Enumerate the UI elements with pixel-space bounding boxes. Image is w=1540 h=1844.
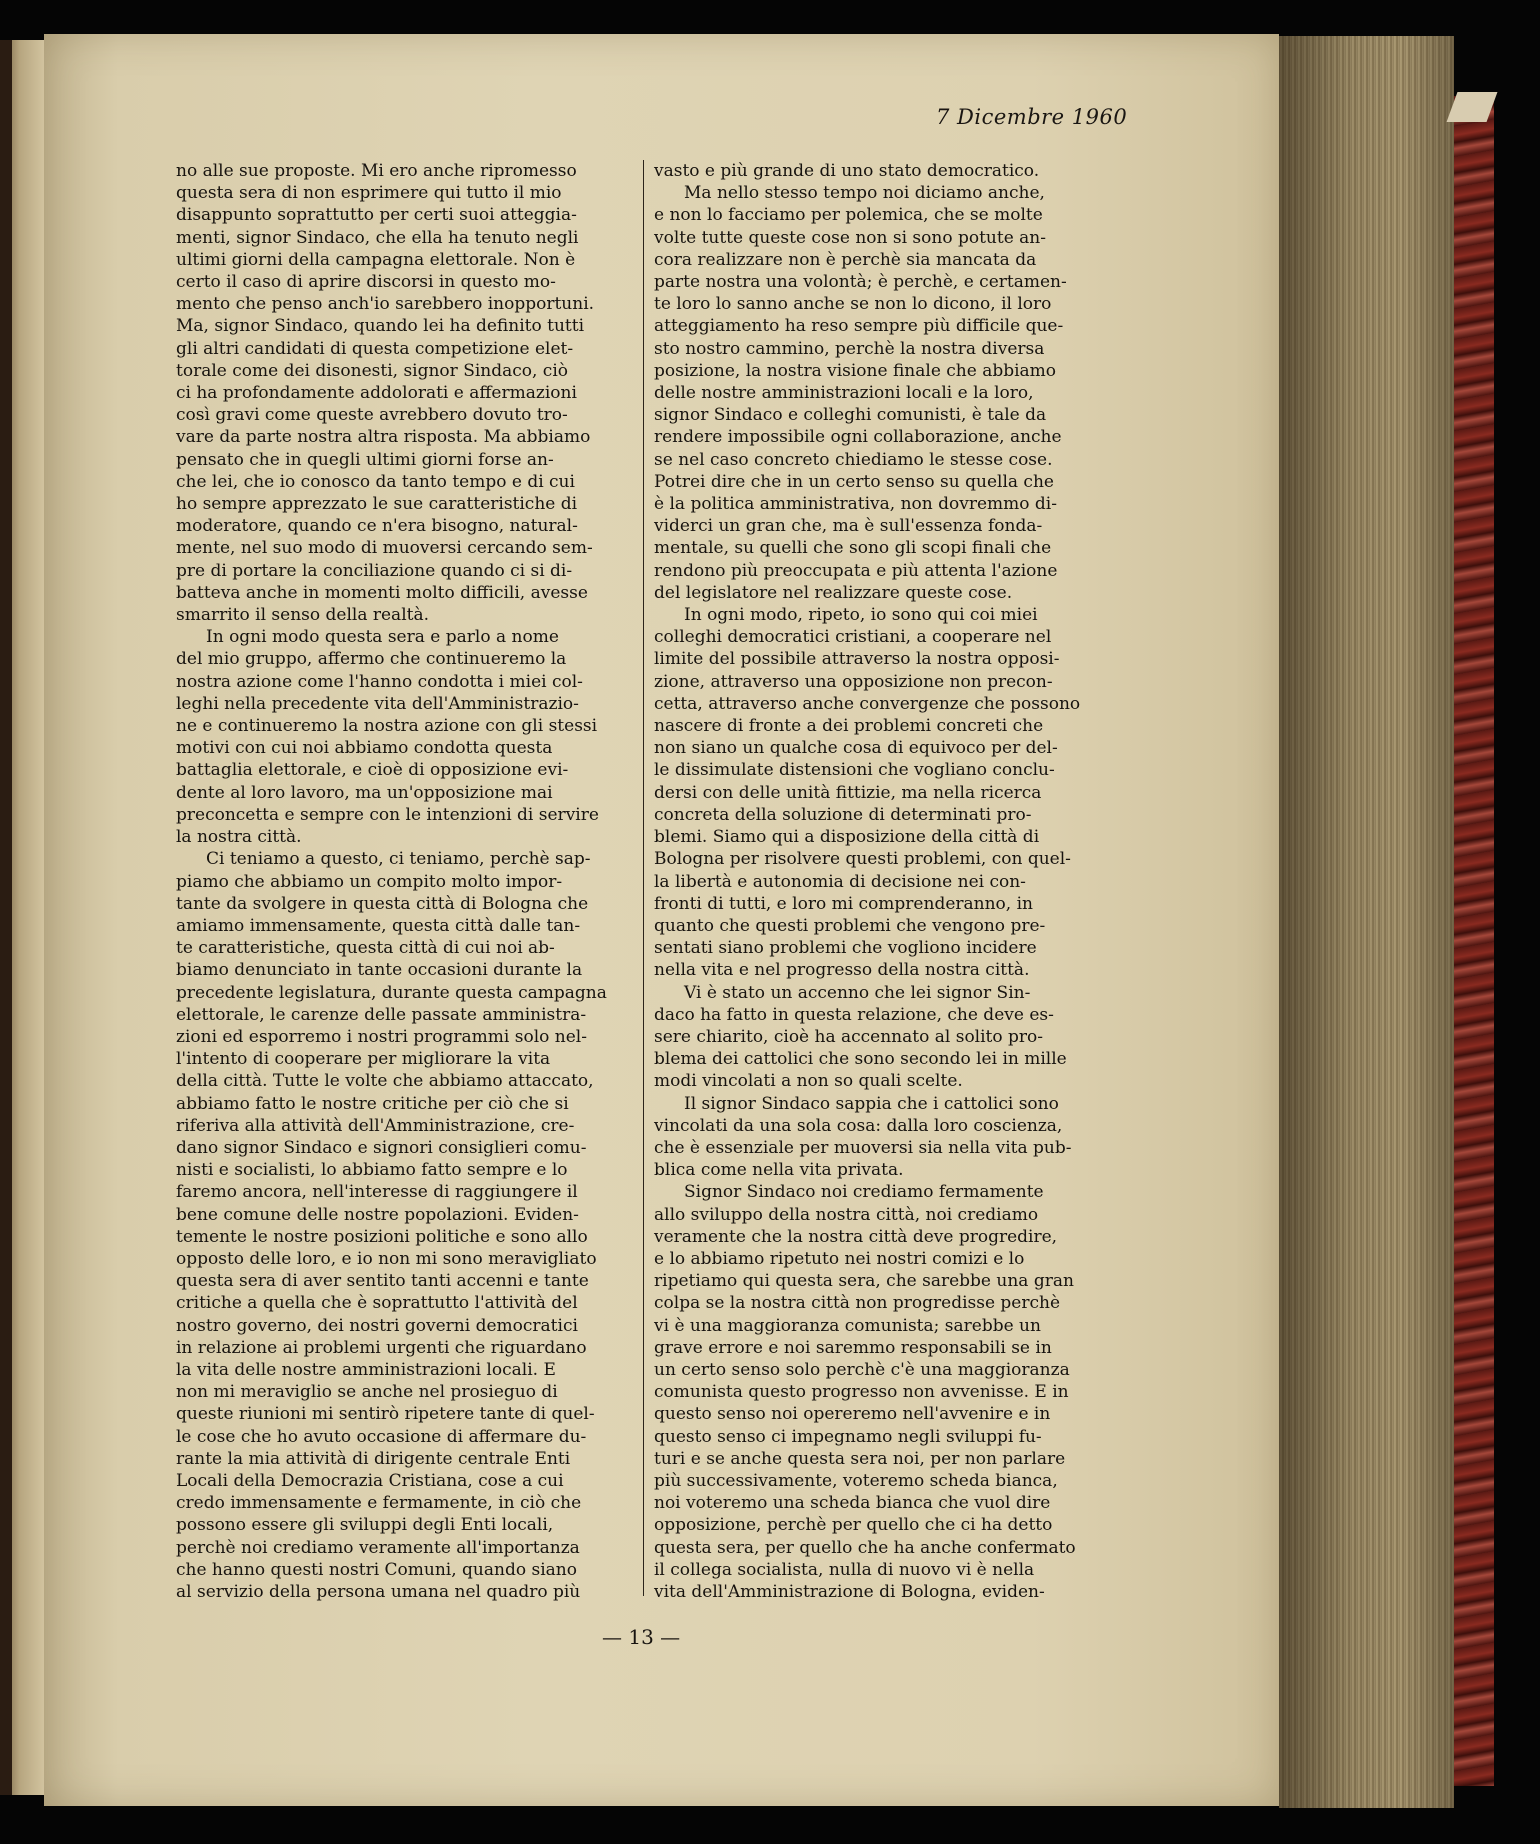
text-line: smarrito il senso della realtà.	[176, 605, 429, 626]
text-line: Ma, signor Sindaco, quando lei ha definito tutti	[176, 316, 584, 337]
text-line: la nostra città.	[176, 827, 302, 848]
text-line: parte nostra una volontà; è perchè, e certamen-	[654, 272, 1067, 293]
text-line: l'intento di cooperare per migliorare la vita	[176, 1049, 551, 1070]
text-line: mento che penso anch'io sarebbero inopportuni.	[176, 294, 595, 315]
text-line: faremo ancora, nell'interesse di raggiungere il	[176, 1182, 578, 1203]
text-line: abbiamo fatto le nostre critiche per ciò che si	[176, 1093, 569, 1114]
running-header-date: 7 Dicembre 1960	[936, 105, 1128, 129]
text-line: Bologna per risolvere questi problemi, con quel-	[654, 849, 1071, 870]
text-line: leghi nella precedente vita dell'Amministrazio-	[176, 693, 579, 714]
text-line: noi voteremo una scheda bianca che vuol dire	[654, 1493, 1051, 1514]
text-line: blica come nella vita privata.	[654, 1160, 904, 1181]
text-line: disappunto soprattutto per certi suoi atteggia-	[176, 205, 577, 226]
text-line: biamo denunciato in tante occasioni durante la	[176, 960, 583, 981]
text-line: non mi meraviglio se anche nel prosieguo di	[176, 1382, 558, 1403]
text-line: colleghi democratici cristiani, a cooperare nel	[654, 627, 1052, 648]
text-line: quanto che questi problemi che vengono pre-	[654, 915, 1046, 936]
text-line: un certo senso solo perchè c'è una maggioranza	[654, 1359, 1070, 1380]
page-number: — 13 —	[602, 1625, 681, 1649]
text-line: blema dei cattolici che sono secondo lei in mille	[654, 1049, 1067, 1070]
text-line: limite del possibile attraverso la nostra opposi-	[654, 649, 1060, 670]
text-line: blemi. Siamo qui a disposizione della città di	[654, 827, 1040, 848]
text-line: mentale, su quelli che sono gli scopi finali che	[654, 538, 1052, 559]
text-line: comunista questo progresso non avvenisse. E in	[654, 1382, 1069, 1403]
text-line: In ogni modo, ripeto, io sono qui coi miei	[684, 605, 1038, 626]
text-line: e non lo facciamo per polemica, che se molte	[654, 205, 1043, 226]
text-line: zione, attraverso una opposizione non precon-	[654, 671, 1053, 692]
text-line: zioni ed esporremo i nostri programmi solo nel-	[176, 1026, 587, 1047]
text-line: moderatore, quando ce n'era bisogno, natural-	[176, 516, 578, 537]
text-line: più successivamente, voteremo scheda bianca,	[654, 1470, 1058, 1491]
text-line: nostro governo, dei nostri governi democratici	[176, 1315, 578, 1336]
text-line: modi vincolati a non so quali scelte.	[654, 1071, 963, 1092]
text-line: rendono più preoccupata e più attenta l'azione	[654, 560, 1058, 581]
text-line: turi e se anche questa sera noi, per non parlare	[654, 1448, 1066, 1469]
text-line: sto nostro cammino, perchè la nostra diversa	[654, 338, 1045, 359]
text-line: signor Sindaco e colleghi comunisti, è tale da	[654, 405, 1047, 426]
text-line: battaglia elettorale, e cioè di opposizione evi-	[176, 760, 569, 781]
text-line: vi è una maggioranza comunista; sarebbe un	[654, 1315, 1041, 1336]
text-line: grave errore e noi saremmo responsabili se in	[654, 1337, 1052, 1358]
text-line: elettorale, le carenze delle passate amministra-	[176, 1004, 587, 1025]
text-line: volte tutte queste cose non si sono potute an-	[654, 227, 1047, 248]
text-line: questo senso noi opereremo nell'avvenire e in	[654, 1404, 1051, 1425]
text-line: ripetiamo qui questa sera, che sarebbe una gran	[654, 1271, 1074, 1292]
text-line: In ogni modo questa sera e parlo a nome	[206, 627, 559, 648]
text-line: mente, nel suo modo di muoversi cercando sem-	[176, 538, 593, 559]
text-line: e lo abbiamo ripetuto nei nostri comizi e lo	[654, 1248, 1025, 1269]
text-line: tante da svolgere in questa città di Bologna che	[176, 893, 589, 914]
text-line: bene comune delle nostre popolazioni. Eviden-	[176, 1204, 579, 1225]
text-line: pre di portare la conciliazione quando ci si di-	[176, 560, 573, 581]
text-line: certo il caso di aprire discorsi in questo mo-	[176, 272, 556, 293]
text-line: dano signor Sindaco e signori consiglieri comu-	[176, 1137, 587, 1158]
text-line: preconcetta e sempre con le intenzioni di servire	[176, 804, 599, 825]
text-line: possono essere gli sviluppi degli Enti locali,	[176, 1515, 554, 1536]
text-line: no alle sue proposte. Mi ero anche ripromesso	[176, 161, 577, 181]
text-line: cetta, attraverso anche convergenze che possono	[654, 693, 1081, 714]
text-line: questa sera, per quello che ha anche confermato	[654, 1537, 1076, 1558]
text-line: menti, signor Sindaco, che ella ha tenuto negli	[176, 227, 579, 248]
text-line: rante la mia attività di dirigente centrale Enti	[176, 1448, 571, 1469]
column-divider	[643, 160, 644, 1596]
text-line: amiamo immensamente, questa città dalle tan-	[176, 915, 581, 936]
text-line: questa sera di non esprimere qui tutto il mio	[176, 183, 562, 204]
text-line: le cose che ho avuto occasione di affermare du-	[176, 1426, 587, 1447]
text-line: della città. Tutte le volte che abbiamo attaccato,	[176, 1071, 594, 1092]
left-text-column	[176, 160, 634, 1603]
text-line: ho sempre apprezzato le sue caratteristiche di	[176, 494, 578, 515]
text-line: concreta della soluzione di determinati pro-	[654, 804, 1032, 825]
text-line: temente le nostre posizioni politiche e sono allo	[176, 1226, 588, 1247]
text-line: vincolati da una sola cosa: dalla loro coscienza,	[654, 1115, 1063, 1136]
text-line: Ma nello stesso tempo noi diciamo anche,	[684, 183, 1045, 204]
text-line: viderci un gran che, ma è sull'essenza fonda-	[654, 516, 1043, 537]
page-block-shadow	[1279, 36, 1454, 1808]
text-line: che hanno questi nostri Comuni, quando siano	[176, 1559, 577, 1580]
text-line: la libertà e autonomia di decisione nei con-	[654, 871, 1026, 892]
text-line: posizione, la nostra visione finale che abbiamo	[654, 360, 1057, 381]
text-line: torale come dei disonesti, signor Sindaco, ciò	[176, 360, 569, 381]
text-line: delle nostre amministrazioni locali e la loro,	[654, 383, 1034, 404]
text-line: pensato che in quegli ultimi giorni forse an-	[176, 449, 554, 470]
text-line: queste riunioni mi sentirò ripetere tante di quel-	[176, 1404, 595, 1425]
text-line: nascere di fronte a dei problemi concreti che	[654, 716, 1044, 737]
text-line: dente al loro lavoro, ma un'opposizione mai	[176, 782, 553, 803]
text-line: se nel caso concreto chiediamo le stesse cose.	[654, 449, 1053, 470]
text-line: atteggiamento ha reso sempre più difficile que-	[654, 316, 1064, 337]
text-line: allo sviluppo della nostra città, noi crediamo	[654, 1204, 1039, 1225]
text-line: la vita delle nostre amministrazioni locali. E	[176, 1359, 556, 1380]
text-line: daco ha fatto in questa relazione, che deve es-	[654, 1004, 1054, 1025]
text-line: opposizione, perchè per quello che ci ha detto	[654, 1515, 1053, 1536]
text-line: te loro lo sanno anche se non lo dicono, il loro	[654, 294, 1052, 315]
text-line: opposto delle loro, e io non mi sono meravigliato	[176, 1248, 597, 1269]
text-line: ne e continueremo la nostra azione con gli stessi	[176, 716, 598, 737]
text-line: ultimi giorni della campagna elettorale. Non è	[176, 249, 576, 270]
text-line: del legislatore nel realizzare queste cose.	[654, 582, 1013, 603]
text-line: perchè noi crediamo veramente all'importanza	[176, 1537, 580, 1558]
marbled-cover-edge	[1454, 96, 1494, 1786]
text-line: il collega socialista, nulla di nuovo vi è nella	[654, 1559, 1035, 1580]
text-line: batteva anche in momenti molto difficili, avesse	[176, 582, 588, 603]
text-line: Signor Sindaco noi crediamo fermamente	[684, 1182, 1044, 1203]
text-line: precedente legislatura, durante questa campagna	[176, 982, 607, 1003]
text-line: vita dell'Amministrazione di Bologna, eviden-	[654, 1582, 1045, 1602]
text-line: riferiva alla attività dell'Amministrazione, cre-	[176, 1115, 575, 1136]
text-line: fronti di tutti, e loro mi comprenderanno, in	[654, 893, 1033, 914]
text-line: credo immensamente e fermamente, in ciò che	[176, 1493, 582, 1514]
text-line: Ci teniamo a questo, ci teniamo, perchè sap-	[206, 849, 591, 870]
text-line: Locali della Democrazia Cristiana, cose a cui	[176, 1470, 564, 1491]
text-line: così gravi come queste avrebbero dovuto tro-	[176, 405, 568, 426]
right-text-column	[654, 160, 1112, 1603]
text-line: vare da parte nostra altra risposta. Ma abbiamo	[176, 427, 591, 448]
text-line: che è essenziale per muoversi sia nella vita pub-	[654, 1137, 1072, 1158]
text-line: piamo che abbiamo un compito molto impor-	[176, 871, 563, 892]
text-line: te caratteristiche, questa città di cui noi ab-	[176, 938, 555, 959]
text-line: motivi con cui noi abbiamo condotta questa	[176, 738, 553, 759]
text-line: Potrei dire che in un certo senso su quella che	[654, 471, 1054, 492]
text-line: dersi con delle unità fittizie, ma nella ricerca	[654, 782, 1042, 803]
text-line: gli altri candidati di questa competizione elet-	[176, 338, 574, 359]
text-line: del mio gruppo, affermo che continueremo la	[176, 649, 567, 670]
text-line: le dissimulate distensioni che vogliano conclu-	[654, 760, 1055, 781]
text-line: non siano un qualche cosa di equivoco per del-	[654, 738, 1058, 759]
text-line: sere chiarito, cioè ha accennato al solito pro-	[654, 1026, 1044, 1047]
text-line: ci ha profondamente addolorati e affermazioni	[176, 383, 577, 404]
text-line: Il signor Sindaco sappia che i cattolici sono	[684, 1093, 1059, 1114]
text-line: che lei, che io conosco da tanto tempo e di cui	[176, 471, 575, 492]
text-line: nisti e socialisti, lo abbiamo fatto sempre e lo	[176, 1160, 568, 1181]
text-line: veramente che la nostra città deve progredire,	[654, 1226, 1058, 1247]
text-line: questo senso ci impegnamo negli sviluppi fu-	[654, 1426, 1042, 1447]
text-line: questa sera di aver sentito tanti accenni e tante	[176, 1271, 589, 1292]
text-line: Vi è stato un accenno che lei signor Sin-	[684, 982, 1031, 1003]
text-line: nella vita e nel progresso della nostra città.	[654, 960, 1030, 981]
text-line: colpa se la nostra città non progredisse perchè	[654, 1293, 1061, 1314]
text-line: è la politica amministrativa, non dovremmo di-	[654, 494, 1057, 515]
text-line: nostra azione come l'hanno condotta i miei col-	[176, 671, 583, 692]
text-line: in relazione ai problemi urgenti che riguardano	[176, 1337, 587, 1358]
text-line: rendere impossibile ogni collaborazione, anche	[654, 427, 1062, 448]
text-line: critiche a quella che è soprattutto l'attività del	[176, 1293, 578, 1314]
text-line: vasto e più grande di uno stato democratico.	[654, 161, 1040, 181]
left-cover-edge	[0, 40, 12, 1795]
text-line: cora realizzare non è perchè sia mancata da	[654, 249, 1037, 270]
text-line: sentati siano problemi che vogliono incidere	[654, 938, 1037, 959]
text-line: al servizio della persona umana nel quadro più	[176, 1582, 581, 1602]
